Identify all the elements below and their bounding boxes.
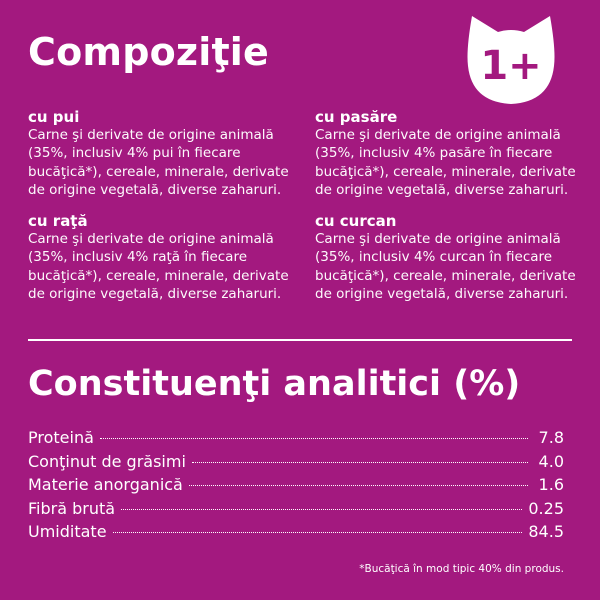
cat-head-icon [458, 10, 564, 110]
variant-cu-rata [28, 212, 298, 304]
variant-text: Carne şi derivate de origine animală (35%, inclusiv 4% raţă în fiecare bucăţică*), cereale, minerale, derivate de origine vegetală, diverse zaharuri. [28, 231, 289, 303]
analytics-title: Constituenţi analitici (%) [28, 364, 521, 404]
variant-name: cu pasăre [315, 108, 398, 126]
variant-name: cu curcan [315, 212, 397, 230]
dot-leader [189, 485, 528, 486]
dot-leader [113, 532, 523, 533]
analytics-row-moisture [28, 520, 564, 544]
row-label: Materie anorganică [28, 475, 183, 494]
row-value: 4.0 [538, 451, 564, 471]
dot-leader [192, 462, 528, 463]
dot-leader [100, 438, 528, 439]
variant-text: Carne şi derivate de origine animală (35%, inclusiv 4% curcan în fiecare bucăţică*), cereale, minerale, derivate de origine vegetală, diverse zaharuri. [315, 231, 576, 303]
variant-text: Carne şi derivate de origine animală (35%, inclusiv 4% pasăre în fiecare bucăţică*), cereale, minerale, derivate de origine vegetală, diverse zaharuri. [315, 127, 576, 199]
row-value: 84.5 [528, 522, 564, 541]
row-value: 0.25 [528, 498, 564, 518]
variant-name: cu raţă [28, 212, 88, 230]
row-label: Conţinut de grăsimi [28, 451, 186, 471]
variant-text: Carne şi derivate de origine animală (35%, inclusiv 4% pui în fiecare bucăţică*), cereale, minerale, derivate de origine vegetală, diverse zaharuri. [28, 127, 289, 199]
analytics-row-fibre [28, 497, 564, 521]
section-divider [28, 339, 572, 341]
age-badge-label: 1+ [480, 43, 542, 89]
variant-cu-pui [28, 108, 298, 200]
row-label: Proteină [28, 428, 94, 447]
composition-title: Compoziţie [28, 30, 270, 74]
analytics-row-fat [28, 450, 564, 474]
row-label: Umiditate [28, 522, 107, 541]
row-label: Fibră brută [28, 498, 116, 518]
row-value: 7.8 [538, 428, 564, 447]
variant-cu-pasare [315, 108, 585, 200]
dot-leader [121, 509, 522, 510]
row-value: 1.6 [538, 475, 564, 494]
analytics-row-ash [28, 473, 564, 497]
footnote: *Bucăţică în mod tipic 40% din produs. [359, 563, 564, 575]
variant-name: cu pui [28, 108, 80, 126]
analytics-table [28, 426, 564, 544]
analytics-row-protein [28, 426, 564, 450]
variant-cu-curcan [315, 212, 585, 304]
